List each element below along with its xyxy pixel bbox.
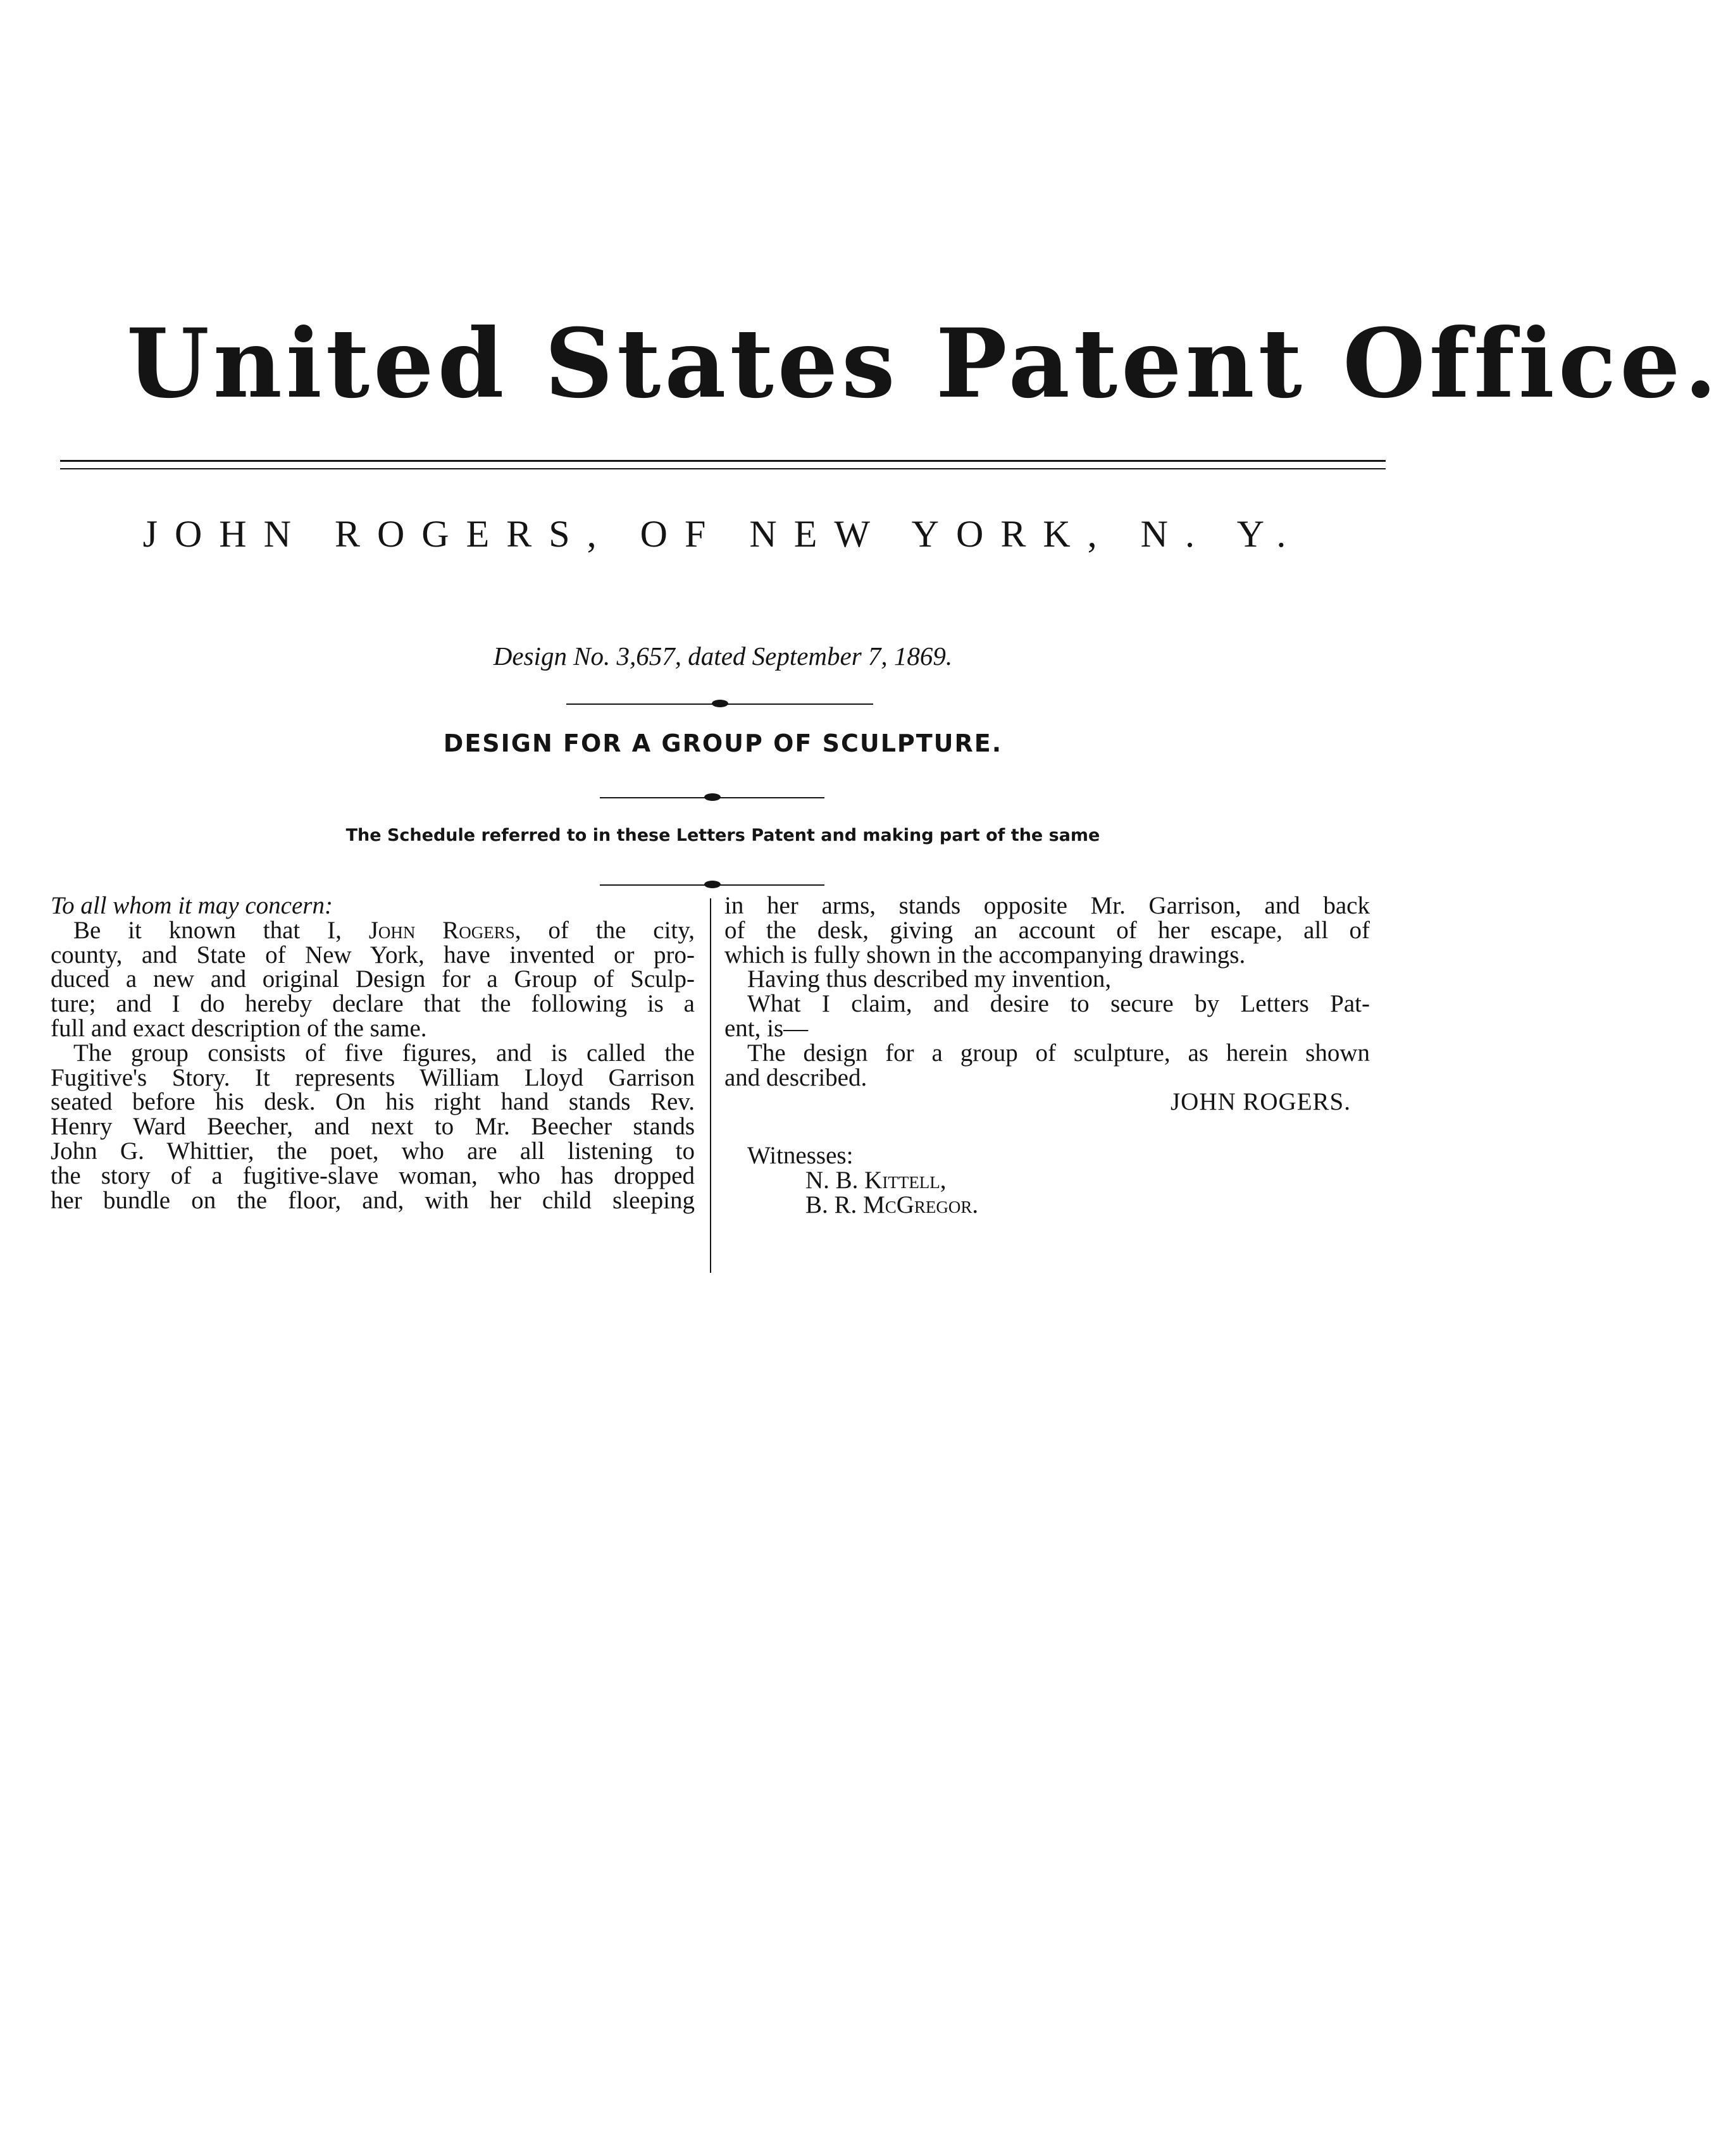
inventor-name: John Rogers [368, 916, 515, 944]
body-line: seated before his desk. On his right hand stands Rev. [51, 1088, 695, 1116]
spacer [724, 1115, 1370, 1144]
left-column [51, 894, 695, 1213]
right-column [724, 894, 1370, 1218]
double-rule-bottom [60, 468, 1386, 469]
body-line: of the desk, giving an account of her escape, all of [724, 916, 1370, 944]
schedule-line: The Schedule referred to in these Letters Patent and making part of the same [345, 826, 1100, 845]
witness-name: B. R. McGregor. [805, 1191, 979, 1218]
design-heading: DESIGN FOR A GROUP OF SCULPTURE. [443, 729, 1003, 757]
body-line: county, and State of New York, have invented or pro- [51, 941, 695, 969]
body-line: ent, is— [724, 1014, 809, 1042]
inventor-signature: JOHN ROGERS. [1170, 1088, 1351, 1116]
body-text: Be it known that I, [73, 916, 369, 944]
body-line: Fugitive's Story. It represents William Lloyd Garrison [51, 1063, 695, 1091]
body-line: ture; and I do hereby declare that the following is a [51, 990, 695, 1018]
column-divider [710, 898, 711, 1273]
body-line: in her arms, stands opposite Mr. Garrison, and back [724, 892, 1370, 919]
body-line: What I claim, and desire to secure by Letters Pat- [747, 990, 1370, 1018]
body-line: John G. Whittier, the poet, who are all listening to [51, 1137, 695, 1165]
body-line [51, 916, 695, 944]
body-line: her bundle on the floor, and, with her child sleeping [51, 1186, 695, 1214]
patentee-line: JOHN ROGERS, OF NEW YORK, N. Y. [142, 513, 1303, 555]
body-line: The group consists of five figures, and is called the [73, 1039, 695, 1067]
body-line: duced a new and original Design for a Group of Sculp- [51, 965, 695, 993]
design-number-line: Design No. 3,657, dated September 7, 1869. [493, 641, 953, 671]
body-line: Henry Ward Beecher, and next to Mr. Beecher stands [51, 1113, 695, 1141]
body-line: Having thus described my invention, [747, 965, 1112, 993]
body-line: which is fully shown in the accompanying drawings. [724, 941, 1246, 969]
witnesses-label: Witnesses: [747, 1142, 854, 1170]
body-text: , of the city, [514, 916, 695, 944]
ornamental-rule [600, 791, 824, 804]
ornamental-rule [600, 879, 824, 891]
body-line: the story of a fugitive-slave woman, who has dropped [51, 1162, 695, 1189]
claim-line: and described. [724, 1063, 867, 1091]
body-line: full and exact description of the same. [51, 1014, 427, 1042]
ornamental-rule [566, 698, 873, 710]
witness-name: N. B. Kittell, [805, 1166, 947, 1194]
double-rule-top [60, 460, 1386, 462]
claim-line: The design for a group of sculpture, as herein shown [747, 1039, 1370, 1067]
masthead-title: United States Patent Office. [127, 308, 1721, 419]
salutation: To all whom it may concern: [51, 892, 333, 919]
